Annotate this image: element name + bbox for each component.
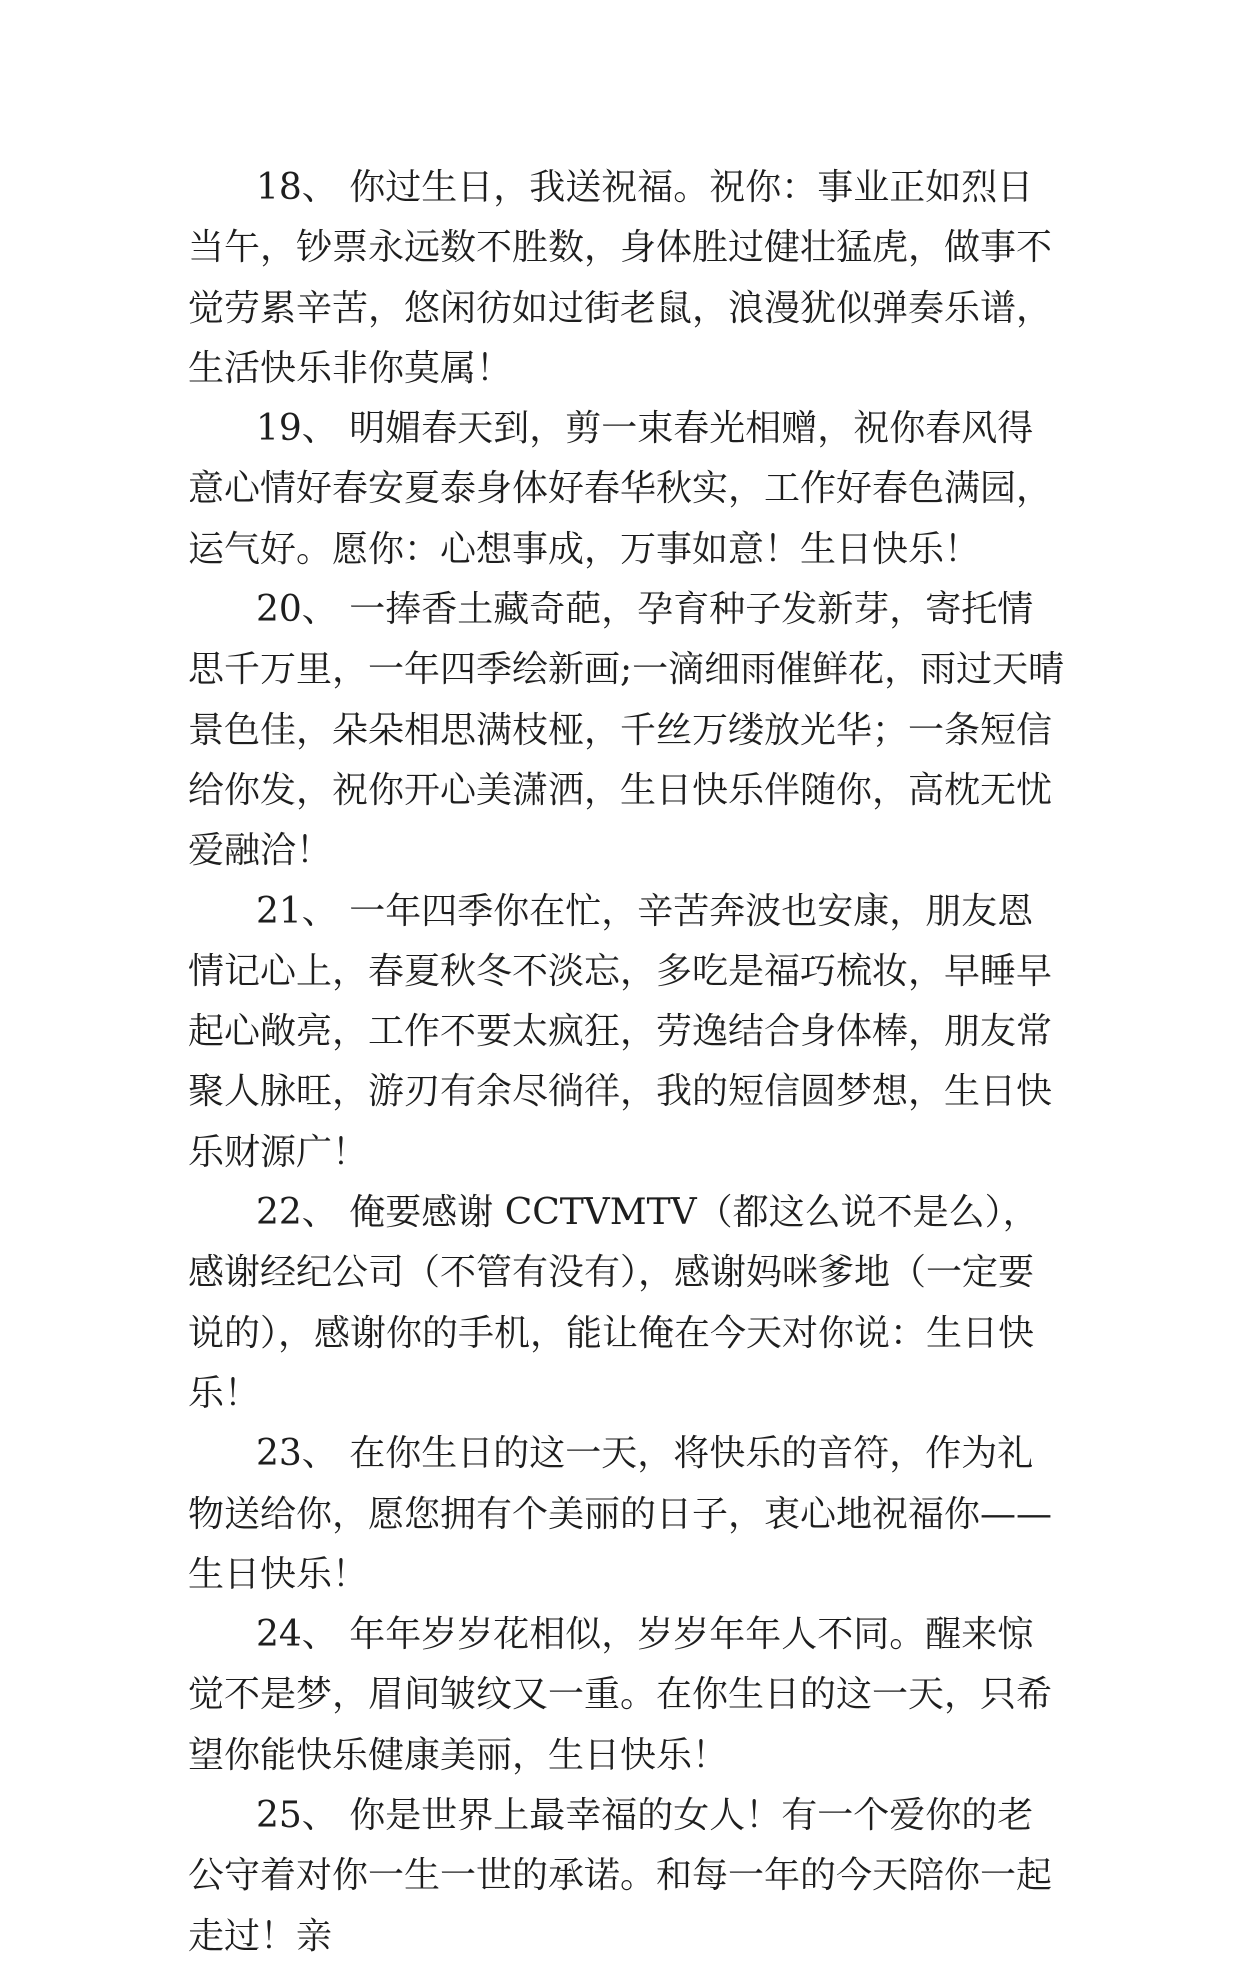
document-body [188,158,1068,1967]
wish-entry-19: 19、 明媚春天到，剪一束春光相赠，祝你春风得意心情好春安夏泰身体好春华秋实，工作好春色满园，运气好。愿你：心想事成，万事如意！生日快乐！ [188,408,1053,570]
wish-entry-23: 23、 在你生日的这一天，将快乐的音符，作为礼物送给你，愿您拥有个美丽的日子，衷心地祝福你——生日快乐！ [188,1433,1053,1595]
wish-entry-21: 21、 一年四季你在忙，辛苦奔波也安康，朋友恩情记心上，春夏秋冬不淡忘，多吃是福巧梳妆，早睡早起心敞亮，工作不要太疯狂，劳逸结合身体棒，朋友常聚人脉旺，游刃有余尽徜徉，我的短信圆梦想，生日快乐财源广！ [188,890,1053,1173]
wish-entry-25: 25、 你是世界上最幸福的女人！有一个爱你的老公守着对你一生一世的承诺。和每一年的今天陪你一起走过！亲 [188,1795,1053,1957]
wish-entry-20: 20、 一捧香土藏奇葩，孕育种子发新芽，寄托情思千万里，一年四季绘新画;一滴细雨催鲜花，雨过天晴景色佳，朵朵相思满枝桠，千丝万缕放光华；一条短信给你发，祝你开心美潇洒，生日快乐伴随你，高枕无忧爱融洽！ [188,589,1065,872]
wish-entry-18: 18、 你过生日，我送祝福。祝你：事业正如烈日当午，钞票永远数不胜数，身体胜过健壮猛虎，做事不觉劳累辛苦，悠闲彷如过街老鼠，浪漫犹似弹奏乐谱，生活快乐非你莫属！ [188,167,1053,389]
wish-entry-22: 22、 俺要感谢 CCTVMTV（都这么说不是么），感谢经纪公司（不管有没有），感谢妈咪爹地（一定要说的），感谢你的手机，能让俺在今天对你说：生日快乐！ [188,1192,1039,1414]
wish-entry-24: 24、 年年岁岁花相似，岁岁年年人不同。醒来惊觉不是梦，眉间皱纹又一重。在你生日的这一天，只希望你能快乐健康美丽，生日快乐！ [188,1614,1053,1776]
